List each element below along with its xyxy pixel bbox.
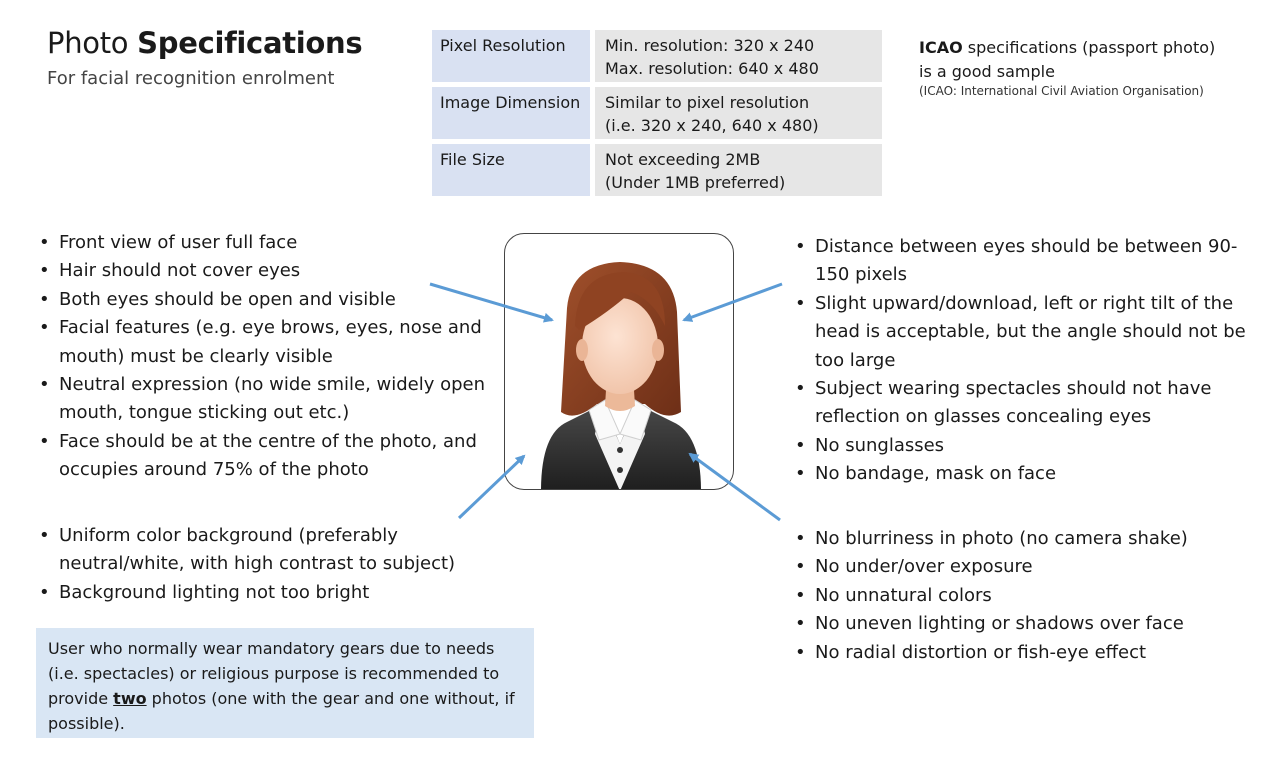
list-item: • Facial features (e.g. eye brows, eyes, nose and mouth) must be clearly visible (37, 314, 497, 371)
spec-key: File Size (432, 144, 590, 196)
list-item: • No bandage, mask on face (793, 460, 1253, 488)
arrow-right-bottom (690, 454, 780, 520)
list-item: • No sunglasses (793, 432, 1253, 460)
icao-text-2: is a good sample (919, 62, 1055, 81)
list-item: • Distance between eyes should be between 90-150 pixels (793, 233, 1253, 290)
arrow-left-top (430, 284, 552, 320)
spec-value-line: (i.e. 320 x 240, 640 x 480) (605, 116, 819, 135)
list-item: • Uniform color background (preferably neutral/white, with high contrast to subject) (37, 522, 497, 579)
list-item: • Slight upward/download, left or right tilt of the head is acceptable, but the angle should not be too large (793, 290, 1253, 375)
icao-bold: ICAO (919, 38, 963, 57)
list-item: • Neutral expression (no wide smile, widely open mouth, tongue sticking out etc.) (37, 371, 497, 428)
icao-footnote: (ICAO: International Civil Aviation Organisation) (919, 84, 1204, 98)
list-item: • No unnatural colors (793, 582, 1253, 610)
spec-value-line: Min. resolution: 320 x 240 (605, 36, 815, 55)
spec-key: Pixel Resolution (432, 30, 590, 82)
list-item: • Face should be at the centre of the photo, and occupies around 75% of the photo (37, 428, 497, 485)
arrow-right-top (684, 284, 782, 320)
page-subtitle: For facial recognition enrolment (47, 68, 335, 89)
list-item: • Subject wearing spectacles should not have reflection on glasses concealing eyes (793, 375, 1253, 432)
note-text-before: User who normally wear mandatory gears due to needs (i.e. spectacles) or religious purpose is recommended to provide (48, 639, 500, 708)
spec-value-line: Not exceeding 2MB (605, 150, 761, 169)
list-item: • Front view of user full face (37, 229, 497, 257)
spec-value-line: (Under 1MB preferred) (605, 173, 786, 192)
spec-value-line: Similar to pixel resolution (605, 93, 810, 112)
list-item: • No blurriness in photo (no camera shake) (793, 525, 1253, 553)
list-item: • No under/over exposure (793, 553, 1253, 581)
list-item: • No uneven lighting or shadows over face (793, 610, 1253, 638)
list-item: • Background lighting not too bright (37, 579, 497, 607)
spec-value-line: Max. resolution: 640 x 480 (605, 59, 819, 78)
spec-key: Image Dimension (432, 87, 590, 139)
note-text-after: photos (one with the gear and one without, if possible). (48, 689, 515, 733)
icao-text-1: specifications (passport photo) (967, 38, 1216, 57)
list-item: • Both eyes should be open and visible (37, 286, 497, 314)
title-plain: Photo (47, 26, 129, 60)
list-item: • Hair should not cover eyes (37, 257, 497, 285)
note-emphasis: two (113, 689, 147, 708)
list-item: • No radial distortion or fish-eye effect (793, 639, 1253, 667)
title-bold: Specifications (137, 26, 363, 60)
arrow-left-bottom (459, 456, 524, 518)
